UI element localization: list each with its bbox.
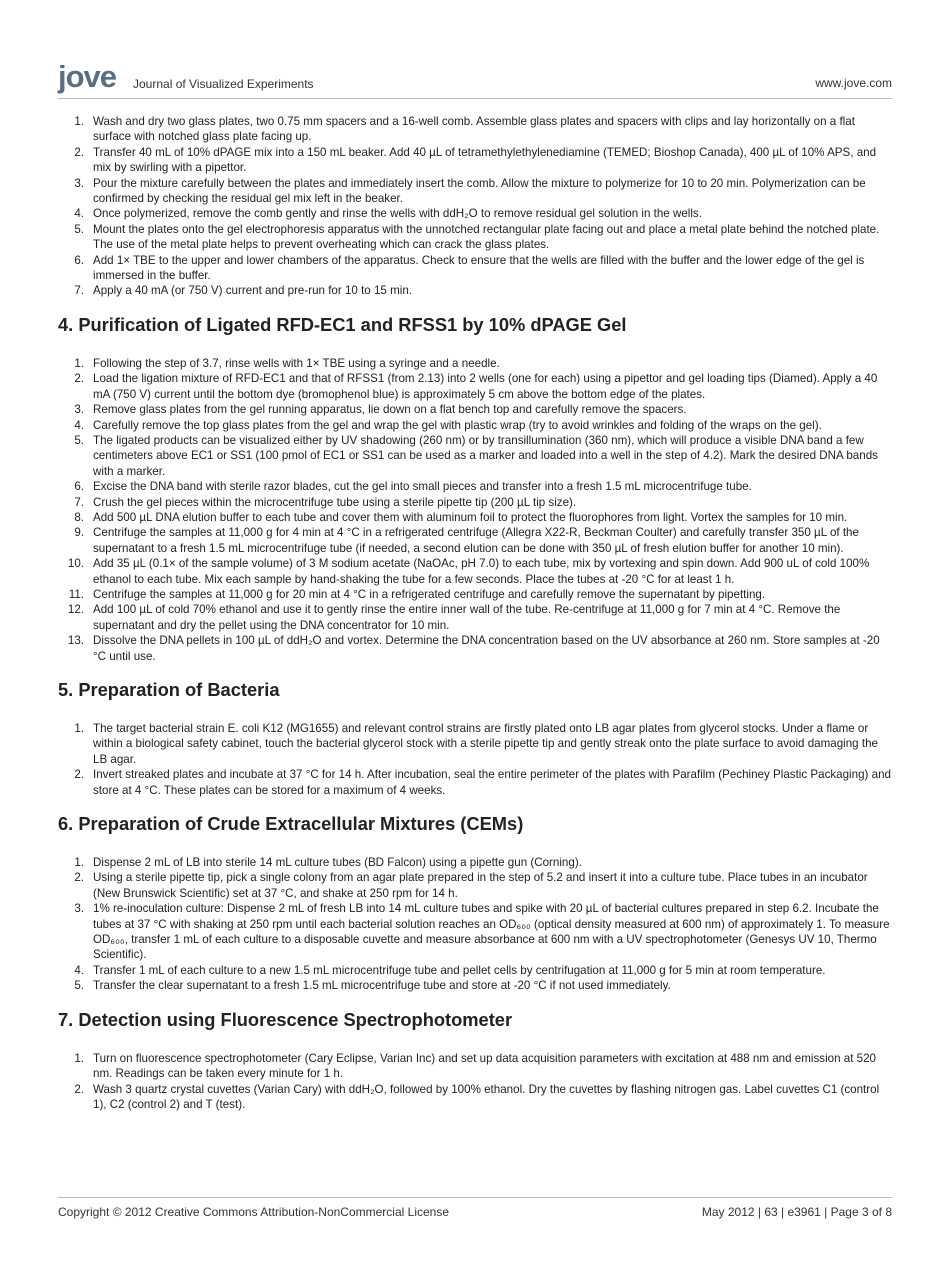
page-footer <box>58 1197 892 1219</box>
jove-logo: jove <box>58 59 117 94</box>
list-item: 4. Carefully remove the top glass plates from the gel and wrap the gel with plastic wrap (try to avoid wrinkles and folding of the wraps on the gel). <box>74 418 822 432</box>
list-item: 1. Wash and dry two glass plates, two 0.75 mm spacers and a 16-well comb. Assemble glass plates and spacers with clips and lay horizontally on a flat surface with notched glass plate facing up. <box>74 115 855 144</box>
list-item: 3. Pour the mixture carefully between the plates and immediately insert the comb. Allow the mixture to polymerize for 10 to 20 min. Polymerization can be confirmed by checking the residual gel mix left in the beaker. <box>74 176 866 206</box>
list-item: 13. Dissolve the DNA pellets in 100 µL of ddH₂O and vortex. Determine the DNA concentration based on the UV absorbance at 260 nm. Store samples at -20 °C until use. <box>67 634 880 663</box>
list-item: 4. Once polymerized, remove the comb gently and rinse the wells with ddH₂O to remove residual gel solution in the wells. <box>74 207 702 221</box>
protocol-steps-section-5 <box>58 721 894 798</box>
journal-url[interactable]: www.jove.com <box>815 76 892 90</box>
protocol-steps-section-4 <box>58 356 894 664</box>
list-item: 5. Mount the plates onto the gel electrophoresis apparatus with the unnotched rectangular plate facing out and place a metal plate behind the notched plate. The use of the metal plate helps to prevent overheating which can crack the glass plates. <box>74 222 880 252</box>
copyright-notice: Copyright © 2012 Creative Commons Attribution-NonCommercial License <box>58 1205 450 1219</box>
list-item: 1. Dispense 2 mL of LB into sterile 14 mL culture tubes (BD Falcon) using a pipette gun (Corning). <box>74 856 582 870</box>
page-info: May 2012 | 63 | e3961 | Page 3 of 8 <box>701 1205 892 1219</box>
list-item: 2. Invert streaked plates and incubate at 37 °C for 14 h. After incubation, seal the entire perimeter of the plates with Parafilm (Pechiney Plastic Packaging) and store at 4 °C. These plates can be stored for a maximum of 4 weeks. <box>74 768 891 797</box>
list-item: 2. Wash 3 quartz crystal cuvettes (Varian Cary) with ddH₂O, followed by 100% ethanol. Dry the cuvettes by flashing nitrogen gas. Label cuvettes C1 (control 1), C2 (control 2) and T (test). <box>74 1082 880 1111</box>
list-item: 10. Add 35 µL (0.1× of the sample volume) of 3 M sodium acetate (NaOAc, pH 7.0) to each tube, mix by vortexing and spin down. Add 900 uL of cold 100% ethanol to each tube. Mix each sample by hand-shaking the tube for a few seconds. Place the tubes at -20 °C for at least 1 h. <box>67 557 870 586</box>
list-item: 1. Turn on fluorescence spectrophotometer (Cary Eclipse, Varian Inc) and set up data acquisition parameters with excitation at 488 nm and emission at 520 nm. Readings can be taken every minute for 1 h. <box>74 1051 876 1081</box>
section-heading-7: 7. Detection using Fluorescence Spectrophotometer <box>58 1008 513 1030</box>
list-item: 6. Excise the DNA band with sterile razor blades, cut the gel into small pieces and transfer into a fresh 1.5 mL microcentrifuge tube. <box>74 480 752 494</box>
protocol-steps-section-7 <box>58 1051 894 1113</box>
list-item: 5. Transfer the clear supernatant to a fresh 1.5 mL microcentrifuge tube and store at -20 °C if not used immediately. <box>74 979 671 993</box>
list-item: 7. Apply a 40 mA (or 750 V) current and pre-run for 10 to 15 min. <box>74 284 412 298</box>
list-item: 7. Crush the gel pieces within the microcentrifuge tube using a sterile pipette tip (200 µL tip size). <box>74 495 577 509</box>
section-heading-4: 4. Purification of Ligated RFD-EC1 and RFSS1 by 10% dPAGE Gel <box>58 313 627 335</box>
list-item: 12. Add 100 µL of cold 70% ethanol and use it to gently rinse the entire inner wall of the tube. Re-centrifuge at 11,000 g for 7 min at 4 °C. Remove the supernatant and dry the pellet using the DNA concentrator for 10 min. <box>67 603 841 632</box>
list-item: 3. 1% re-inoculation culture: Dispense 2 mL of fresh LB into 14 mL culture tubes and spike with 20 µL of bacterial cultures prepared in step 6.2. Incubate the tubes at 37 °C with shaking at 250 rpm until each bacterial solution reaches an OD₆₀₀ (optical density measured at 600 nm) of approximately 1. To measure OD₆₀₀, transfer 1 mL of each culture to a disposable cuvette and measure absorbance at 600 nm with a UV spectrophotometer (Genesys UV 10, Thermo Scientific). <box>74 902 890 962</box>
list-item: 2. Transfer 40 mL of 10% dPAGE mix into a 150 mL beaker. Add 40 µL of tetramethylethylenediamine (TEMED; Bioshop Canada), 400 µL of 10% APS, and mix by swirling with a pipettor. <box>74 145 877 175</box>
section-heading-5: 5. Preparation of Bacteria <box>58 679 280 700</box>
protocol-steps-section-6 <box>58 855 894 994</box>
list-item: 8. Add 500 µL DNA elution buffer to each tube and cover them with aluminum foil to protect the fluorophores from light. Vortex the samples for 10 min. <box>74 510 848 524</box>
list-item: 4. Transfer 1 mL of each culture to a new 1.5 mL microcentrifuge tube and pellet cells by centrifugation at 11,000 g for 5 min at room temperature. <box>74 963 826 977</box>
article-content <box>58 114 894 1112</box>
list-item: 3. Remove glass plates from the gel running apparatus, lie down on a flat bench top and carefully remove the spacers. <box>74 403 687 417</box>
journal-name: Journal of Visualized Experiments <box>133 77 314 91</box>
protocol-steps-section-3 <box>58 114 894 299</box>
list-item: 5. The ligated products can be visualized either by UV shadowing (260 nm) or by transillumination (360 nm), which will produce a visible DNA band a few centimeters above EC1 or SS1 (100 pmol of EC1 or SS1 can be used as a marker and loaded into a well in the step of 4.2). Mark the desired DNA bands with a marker. <box>74 433 878 478</box>
list-item: 2. Load the ligation mixture of RFD-EC1 and that of RFSS1 (from 2.13) into 2 wells (one for each) using a pipettor and gel loading tips (Diamed). Apply a 40 mA (750 V) current until the bottom dye (bromophenol blue) is approximately 5 cm above the bottom edge of the plates. <box>74 372 878 401</box>
list-item: 6. Add 1× TBE to the upper and lower chambers of the apparatus. Check to ensure that the wells are filled with the buffer and the lower edge of the gel is immersed in the buffer. <box>74 253 865 283</box>
list-item: 11. Centrifuge the samples at 11,000 g for 20 min at 4 °C in a refrigerated centrifuge and carefully remove the supernatant by pipetting. <box>68 587 766 601</box>
list-item: 1. The target bacterial strain E. coli K12 (MG1655) and relevant control strains are firstly plated onto LB agar plates from glycerol stocks. Under a flame or within a biological safety cabinet, touch the bacterial glycerol stock with a sterile pipette tip and gently streak onto the plate surface to avoid damaging the LB agar. <box>74 722 878 766</box>
page-header <box>58 60 892 99</box>
list-item: 1. Following the step of 3.7, rinse wells with 1× TBE using a syringe and a needle. <box>74 356 500 370</box>
section-heading-6: 6. Preparation of Crude Extracellular Mixtures (CEMs) <box>58 813 524 835</box>
list-item: 2. Using a sterile pipette tip, pick a single colony from an agar plate prepared in the step of 5.2 and insert it into a culture tube. Place tubes in an incubator (New Brunswick Scientific) set at 37 °C, and shake at 250 rpm for 14 h. <box>74 871 868 900</box>
list-item: 9. Centrifuge the samples at 11,000 g for 4 min at 4 °C in a refrigerated centrifuge (Allegra X22-R, Beckman Coulter) and carefully transfer 350 µL of the supernatant to a fresh 1.5 mL microcentrifuge tube (if needed, a second elution can be done with 350 µL of fresh elution buffer for another 10 min). <box>74 526 859 555</box>
